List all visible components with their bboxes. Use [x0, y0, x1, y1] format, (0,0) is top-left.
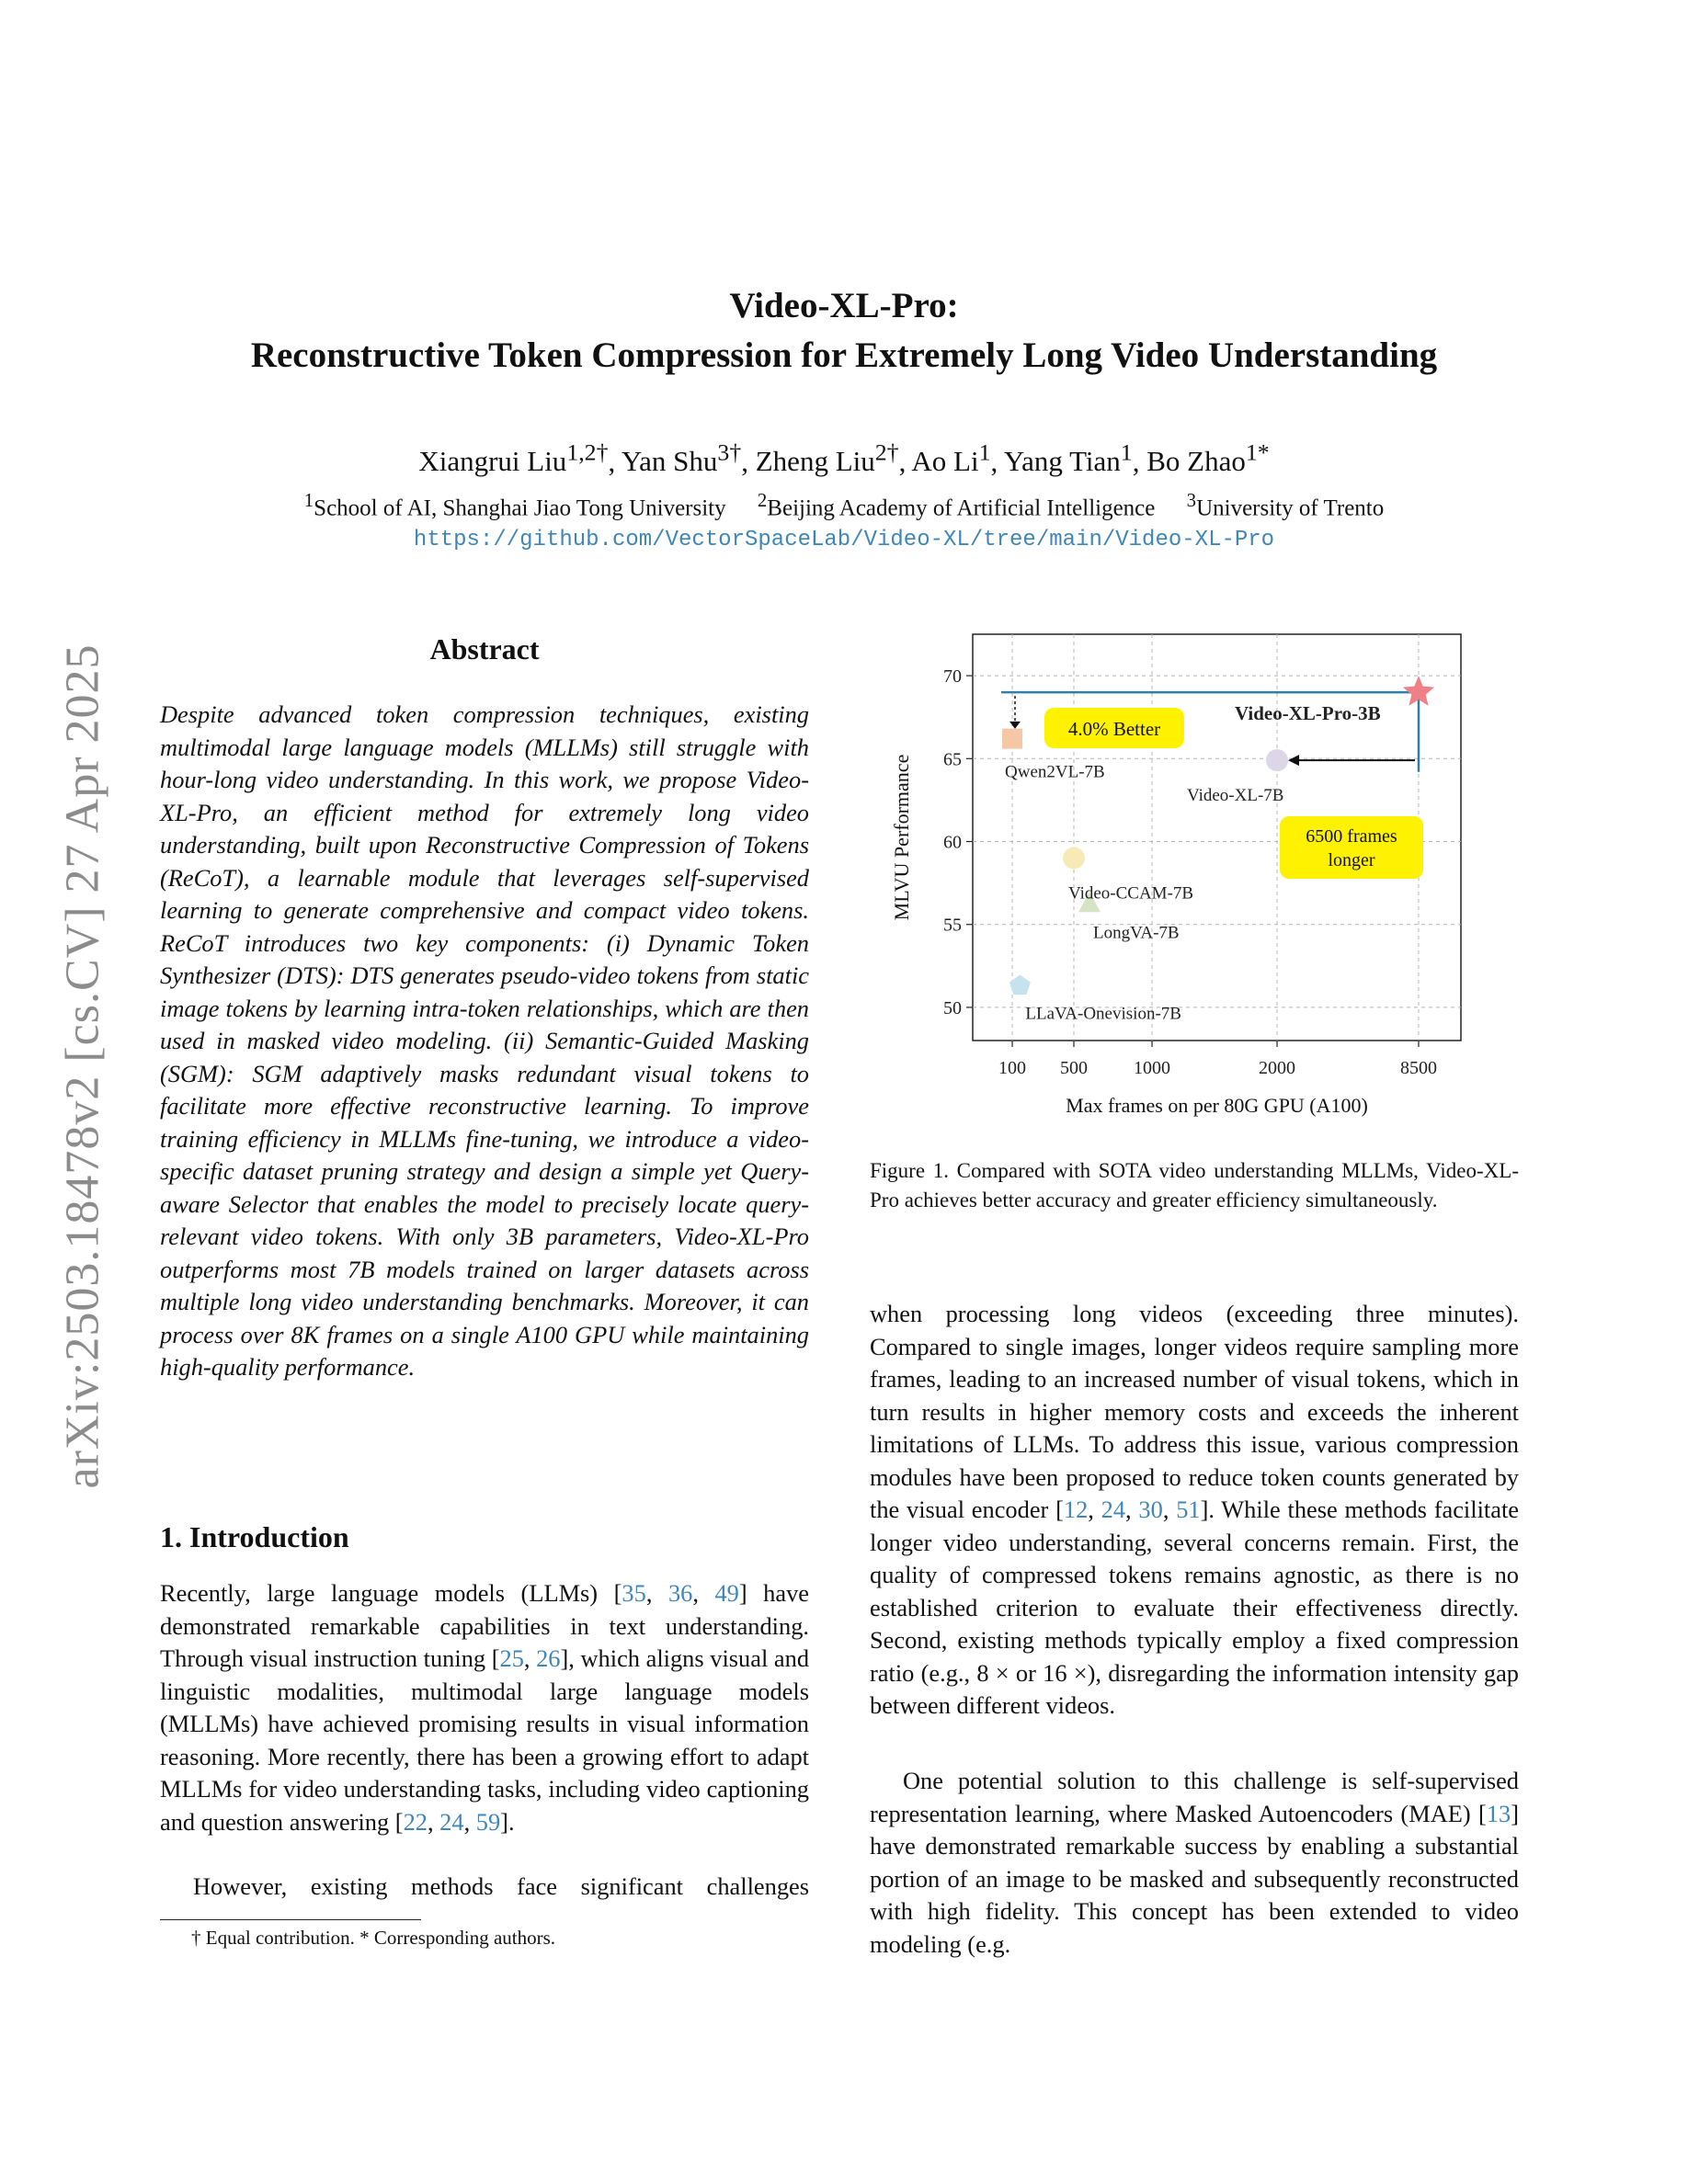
citation-link[interactable]: 30: [1138, 1496, 1163, 1523]
paper-title-line2: Reconstructive Token Compression for Extremely Long Video Understanding: [250, 336, 1438, 375]
affiliation: University of Trento: [1196, 495, 1385, 521]
x-tick-label: 2000: [1259, 1058, 1295, 1078]
citation-link[interactable]: 36: [667, 1579, 693, 1607]
footnote: † Equal contribution. * Corresponding authors.: [191, 1927, 556, 1949]
citation-link[interactable]: 26: [536, 1644, 561, 1672]
section-heading-introduction: 1. Introduction: [160, 1520, 349, 1553]
data-point: [1002, 729, 1022, 749]
citation-link[interactable]: 24: [1101, 1496, 1126, 1523]
citation-link[interactable]: 25: [499, 1644, 524, 1672]
point-label: LongVA-7B: [1093, 923, 1180, 943]
citation-link[interactable]: 59: [475, 1807, 501, 1836]
y-tick-label: 55: [943, 915, 962, 936]
point-label: Qwen2VL-7B: [1005, 762, 1105, 782]
x-tick-label: 1000: [1134, 1058, 1170, 1078]
author: Bo Zhao$^{1*}$: [1146, 439, 1270, 478]
citation-link[interactable]: 22: [403, 1807, 428, 1836]
annotation-label: 4.0% Better: [1067, 718, 1161, 740]
author-list: Xiangrui Liu$^{1,2\dagger}$, Yan Shu$^{3\dagger}$, Zheng Liu$^{2\dagger}$, Ao Li$^1$, Yang Tian$^1$, Bo Zhao$^{1*}$: [418, 439, 1270, 478]
author: Xiangrui Liu$^{1,2\dagger}$: [418, 439, 609, 478]
citation-link[interactable]: 35: [622, 1579, 646, 1607]
abstract-text: Despite advanced token compression techniques, existing multimodal large language models (MLLMs) still struggle with hour-long video understanding. In this work, we propose Video-XL-Pro, an efficient method for extremely long video understanding, built upon Reconstructive Compression of Tokens (ReCoT), a learnable module that leverages self-supervised learning to generate comprehensive and compact video tokens. ReCoT introduces two key components: (i) Dynamic Token Synthesizer (DTS): DTS generates pseudo-video tokens from static image tokens by learning intra-token relationships, which are then used in masked video modeling. (ii) Semantic-Guided Masking (SGM): SGM adaptively masks redundant visual tokens to facilitate more effective reconstructive learning. To improve training efficiency in MLLMs fine-tuning, we introduce a video-specific dataset pruning strategy and design a simple yet Query-aware Selector that enables the model to precisely locate query-relevant video tokens. With only 3B parameters, Video-XL-Pro outperforms most 7B models trained on larger datasets across multiple long video understanding benchmarks. Moreover, it can process over 8K frames on a single A100 GPU while maintaining high-quality performance.: [160, 700, 809, 1381]
x-tick-label: 500: [1060, 1058, 1088, 1078]
y-tick-label: 65: [943, 749, 962, 770]
point-label: Video-XL-Pro-3B: [1235, 702, 1381, 725]
intro-paragraph: Recently, large language models (LLMs) [35, 36, 49] have demonstrated remarkable capabilities in text understanding. Through visual instruction tuning [25, 26], which aligns visual and linguistic modalities, multimodal large language models (MLLMs) have achieved promising results in visual information reasoning. More recently, there has been a growing effort to adapt MLLMs for video understanding tasks, including video captioning and question answering [22, 24, 59].: [160, 1579, 810, 1836]
affiliation: Beijing Academy of Artificial Intelligence: [767, 495, 1156, 521]
x-axis-label: Max frames on per 80G GPU (A100): [1066, 1094, 1368, 1117]
point-label: Video-XL-7B: [1187, 786, 1284, 806]
chart-svg: [870, 616, 1519, 1131]
annotation-label: 6500 frames: [1306, 826, 1397, 847]
point-label: LLaVA-Onevision-7B: [1025, 1004, 1181, 1024]
point-label: Video-CCAM-7B: [1068, 883, 1194, 904]
y-tick-label: 70: [943, 666, 962, 688]
citation-link[interactable]: 13: [1486, 1799, 1511, 1827]
y-axis-label: MLVU Performance: [890, 754, 913, 921]
abstract-heading: Abstract: [429, 632, 540, 665]
data-point: [1266, 749, 1288, 771]
citation-link[interactable]: 24: [439, 1807, 464, 1836]
repo-link[interactable]: https://github.com/VectorSpaceLab/Video-XL/tree/main/Video-XL-Pro: [413, 528, 1275, 552]
paper-title-line1: Video-XL-Pro:: [729, 286, 959, 325]
arxiv-sidebar: [57, 552, 108, 1581]
affiliation: School of AI, Shanghai Jiao Tong University: [314, 495, 726, 521]
y-tick-label: 50: [943, 997, 962, 1018]
body-paragraph-2: One potential solution to this challenge is self-supervised representation learning, where Masked Autoencoders (MAE) [13] have demonstrated remarkable success by enabling a substantial portion of an image to be masked and subsequently reconstructed with high fidelity. This concept has been extended to video modeling (e.g.: [870, 1767, 1519, 1958]
footnote-rule: [160, 1919, 421, 1920]
citation-link[interactable]: 51: [1176, 1496, 1201, 1523]
figure-1-chart: [870, 616, 1519, 1131]
author: Yan Shu$^{3\dagger}$: [621, 439, 742, 478]
intro-paragraph-2: However, existing methods face significant challenges: [193, 1872, 809, 1900]
citation-link[interactable]: 12: [1063, 1496, 1089, 1523]
author: Ao Li$^1$: [911, 439, 991, 478]
x-tick-label: 8500: [1400, 1058, 1437, 1078]
arxiv-id: arXiv:2503.18478v2 [cs.CV] 27 Apr 2025: [56, 643, 109, 1489]
body-paragraph: when processing long videos (exceeding three minutes). Compared to single images, longer videos require sampling more frames, leading to an increased number of visual tokens, which in turn results in higher memory costs and exceeds the inherent limitations of LLMs. To address this issue, various compression modules have been proposed to reduce token counts generated by the visual encoder [12, 24, 30, 51]. While these methods facilitate longer video understanding, several concerns remain. First, the quality of compressed tokens remains agnostic, as there is no established criterion to evaluate their effectiveness directly. Second, existing methods typically employ a fixed compression ratio (e.g., 8 × or 16 ×), disregarding the information intensity gap between different videos.: [870, 1300, 1519, 1719]
data-point: [1063, 847, 1085, 870]
author: Yang Tian$^1$: [1003, 439, 1133, 478]
annotation-label: longer: [1328, 850, 1375, 870]
x-tick-label: 100: [998, 1058, 1026, 1078]
citation-link[interactable]: 49: [714, 1579, 739, 1607]
y-tick-label: 60: [943, 832, 962, 853]
affiliations: $^1$School of AI, Shanghai Jiao Tong University $^2$Beijing Academy of Artificial Intelligence $^3$University of Trento: [303, 489, 1385, 521]
figure-caption: Figure 1. Compared with SOTA video understanding MLLMs, Video-XL-Pro achieves better accuracy and greater efficiency simultaneously.: [870, 1159, 1519, 1211]
author: Zheng Liu$^{2\dagger}$: [755, 439, 899, 478]
